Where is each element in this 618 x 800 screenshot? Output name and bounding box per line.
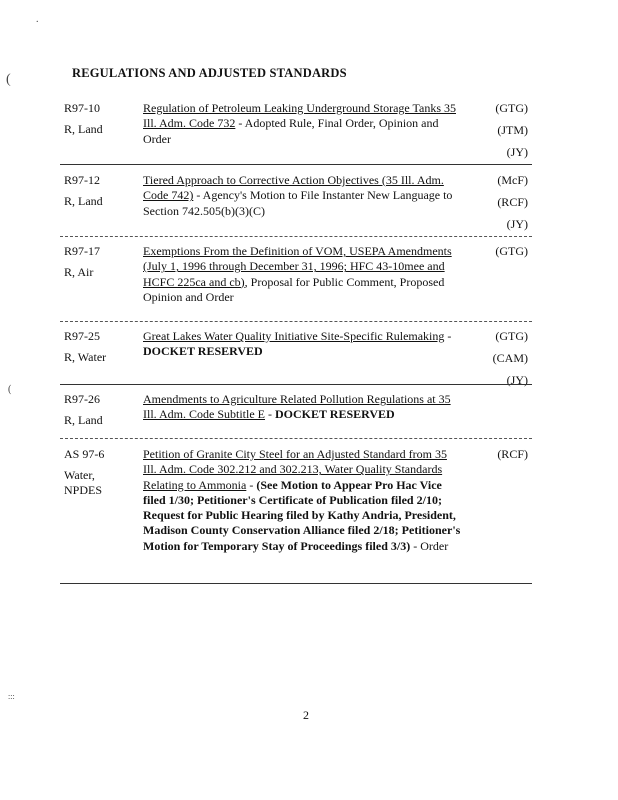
docket-type: R, Land (64, 122, 103, 136)
docket-entry (64, 447, 532, 577)
judge-initials: (McF) (497, 173, 528, 187)
entry-description (143, 329, 463, 360)
entry-title: Amendments to Agriculture Related Pollution Regulations at 35 Ill. Adm. Code Subtitle E (143, 392, 451, 422)
entry-description (143, 392, 463, 423)
docket-number: R97-17 (64, 244, 100, 258)
entry-detail: - (444, 329, 452, 343)
docket-reserved-note: DOCKET RESERVED (275, 407, 395, 422)
entry-description (143, 173, 463, 219)
judge-list (468, 101, 528, 167)
judge-initials: (JY) (506, 373, 528, 387)
docket-entry (64, 329, 532, 387)
entry-title: Great Lakes Water Quality Initiative Site-Specific Rulemaking (143, 329, 445, 343)
entry-description (143, 101, 463, 147)
entry-detail: - Adopted Rule, Final Order, Opinion and Order (143, 116, 439, 146)
divider (60, 438, 532, 439)
docket-reserved-note: DOCKET RESERVED (143, 344, 263, 359)
docket-type: R, Land (64, 413, 103, 427)
judge-list (468, 173, 528, 239)
entry-detail: - (246, 477, 257, 492)
judge-initials: (JY) (506, 145, 528, 159)
docket-type: R, Water (64, 350, 107, 364)
judge-initials: (JY) (506, 217, 528, 231)
entry-detail: , Proposal for Public Comment, Proposed Opinion and Order (143, 274, 445, 304)
judge-initials: (RCF) (497, 447, 528, 461)
docket-type: R, Land (64, 194, 103, 208)
entry-tail: - Order (410, 538, 449, 553)
divider (60, 583, 532, 584)
scan-mark: . (36, 14, 39, 25)
entry-title: Tiered Approach to Corrective Action Objectives (35 Ill. Adm. Code 742) (143, 173, 444, 203)
judge-initials: (GTG) (495, 101, 528, 115)
entry-detail: - (265, 407, 275, 422)
judge-initials: (JTM) (497, 123, 528, 137)
entry-title: Regulation of Petroleum Leaking Underground Storage Tanks 35 Ill. Adm. Code 732 (143, 101, 456, 131)
docket-type: Water, NPDES (64, 468, 103, 497)
judge-list (468, 329, 528, 395)
entry-description (143, 447, 463, 554)
divider (60, 236, 532, 237)
docket-entry (64, 173, 532, 233)
docket-number: R97-10 (64, 101, 100, 115)
divider (60, 321, 532, 322)
entry-description (143, 244, 463, 305)
scan-mark: ( (6, 72, 11, 87)
docket-number: AS 97-6 (64, 447, 105, 461)
judge-initials: (RCF) (497, 195, 528, 209)
judge-list (468, 447, 528, 469)
section-heading: REGULATIONS AND ADJUSTED STANDARDS (72, 66, 347, 80)
docket-entry (64, 392, 532, 432)
divider (60, 384, 532, 385)
divider (60, 164, 532, 165)
entry-detail: - Agency's Motion to File Instanter New Language to Section 742.505(b)(3)(C) (143, 188, 453, 218)
page-number: 2 (303, 708, 309, 722)
docket-entry (64, 101, 532, 161)
docket-entry (64, 244, 532, 319)
entry-title: Exemptions From the Definition of VOM, USEPA Amendments (July 1, 1996 through December 31, 1996; HFC 43-10mee and HCFC 225ca and cb) (143, 244, 452, 289)
docket-type: R, Air (64, 265, 94, 279)
filing-history: (See Motion to Appear Pro Hac Vice filed 1/30; Petitioner's Certificate of Publication filed 2/10; Request for Public Hearing filed by Kathy Andria, President, Madison County Conservation Alliance filed 2/18; Petitioner's Motion for Temporary Stay of Proceedings filed 3/3) (143, 477, 461, 553)
docket-number: R97-12 (64, 173, 100, 187)
scan-mark: ( (8, 384, 12, 395)
docket-number: R97-26 (64, 392, 100, 406)
entry-title: Petition of Granite City Steel for an Adjusted Standard from 35 Ill. Adm. Code 302.212 and 302.213, Water Quality Standards Relating to Ammonia (143, 447, 447, 492)
docket-number: R97-25 (64, 329, 100, 343)
judge-initials: (GTG) (495, 329, 528, 343)
scan-mark: ::: (8, 692, 15, 701)
judge-list (468, 244, 528, 266)
judge-initials: (CAM) (492, 351, 528, 365)
judge-initials: (GTG) (495, 244, 528, 258)
